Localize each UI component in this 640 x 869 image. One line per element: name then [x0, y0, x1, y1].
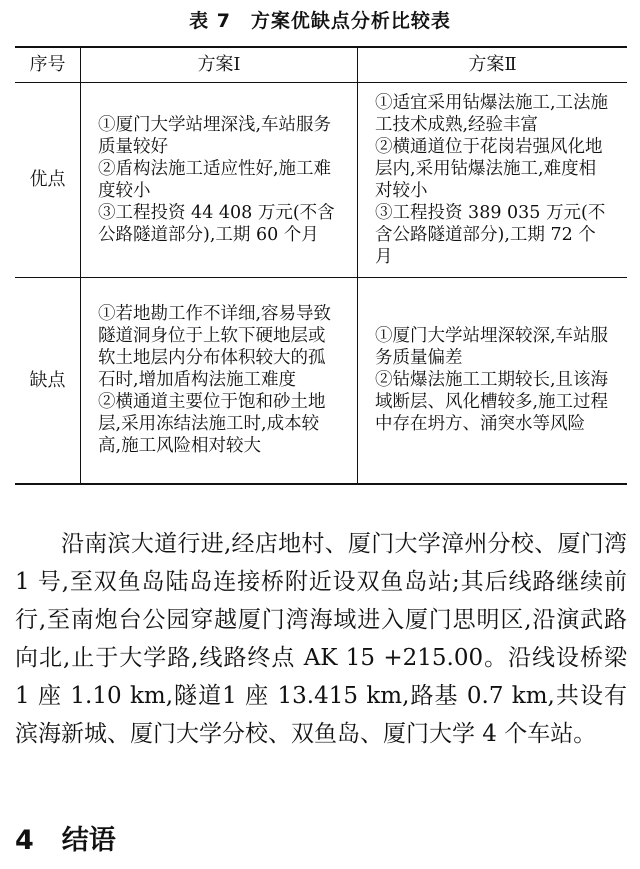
cell-text [82, 298, 356, 463]
cell-item: ①适宜采用钻爆法施工,工法施工技术成熟,经验丰富 [375, 92, 609, 135]
cell-text [82, 109, 356, 252]
cell-item: ①厦门大学站埋深浅,车站服务质量较好 [98, 114, 332, 157]
header-index: 序号 [15, 47, 81, 83]
section-number: 4 [15, 825, 34, 856]
cell-text [359, 320, 626, 441]
comparison-table [15, 46, 627, 485]
cell-item: ①厦门大学站埋深较深,车站服务质量偏差 [375, 326, 609, 368]
cell-item: ②横通道位于花岗岩强风化地层内,采用钻爆法施工,难度相对较小 [375, 136, 603, 201]
cell-item: ②盾构法施工适应性好,施工难度较小 [98, 158, 332, 201]
row-label-cons: 缺点 [15, 278, 81, 485]
header-plan-1: 方案Ⅰ [81, 47, 358, 83]
cell-pros-plan-2 [358, 83, 628, 278]
cell-item: ①若地勘工作不详细,容易导致隧道洞身位于上软下硬地层或软土地层内分布体积较大的孤石时,增加盾构法施工难度 [98, 304, 332, 390]
cell-pros-plan-1 [81, 83, 358, 278]
cell-item: ③工程投资 389 035 万元(不含公路隧道部分),工期 72 个月 [375, 202, 606, 267]
header-plan-2: 方案Ⅱ [358, 47, 628, 83]
cell-cons-plan-2 [358, 278, 628, 485]
cell-item: ②横通道主要位于饱和砂土地层,采用冻结法施工时,成本较高,施工风险相对较大 [98, 392, 326, 456]
table-header-row [15, 47, 627, 83]
section-heading [15, 818, 116, 857]
table-row-cons [15, 278, 627, 485]
section-title: 结语 [61, 825, 116, 856]
cell-cons-plan-1 [81, 278, 358, 485]
cell-item: ②钻爆法施工工期较长,且该海域断层、风化槽较多,施工过程中存在坍方、涌突水等风险 [375, 370, 609, 434]
cell-item: ③工程投资 44 408 万元(不含公路隧道部分),工期 60 个月 [98, 202, 335, 245]
cell-text [359, 87, 626, 274]
table-caption: 表 7 方案优缺点分析比较表 [189, 10, 451, 32]
table-row-pros [15, 83, 627, 278]
row-label-pros: 优点 [15, 83, 81, 278]
body-paragraph: 沿南滨大道行进,经店地村、厦门大学漳州分校、厦门湾 1 号,至双鱼岛陆岛连接桥附近设双鱼岛站;其后线路继续前行,至南炮台公园穿越厦门湾海域进入厦门思明区,沿演武路向北,止于大学路,线路终点 AK 15 +215.00。沿线设桥梁 1 座 1.10 km,隧道1 座 13.415 km,路基 0.7 km,共设有滨海新城、厦门大学分校、双鱼岛、厦门大学 4 个车站。 [15, 531, 627, 747]
